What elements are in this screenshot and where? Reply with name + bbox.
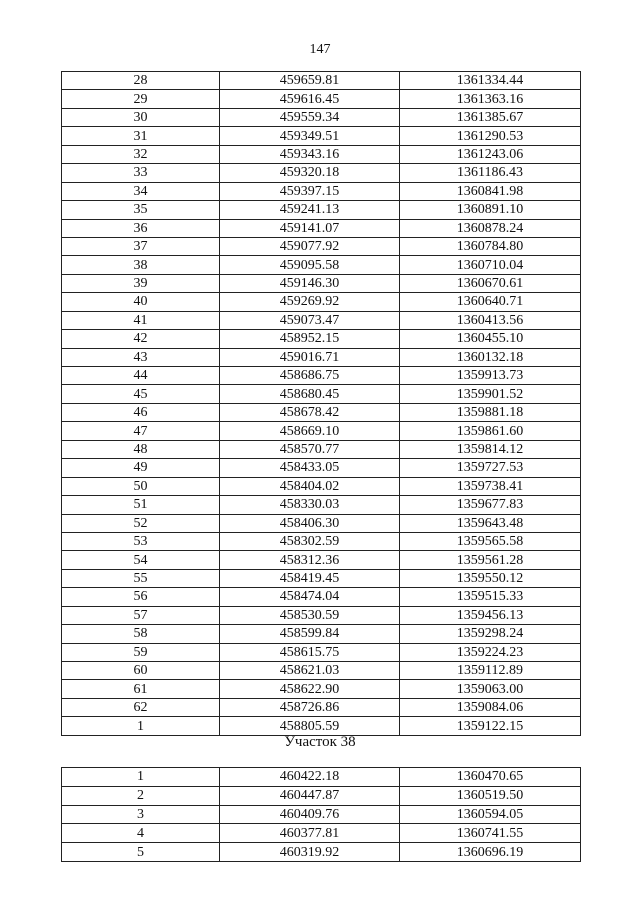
coordinates-table bbox=[61, 71, 581, 736]
point-number-cell: 59 bbox=[62, 643, 220, 661]
x-coordinate-cell: 460409.76 bbox=[220, 805, 400, 824]
point-number-cell: 29 bbox=[62, 90, 220, 108]
y-coordinate-cell: 1360455.10 bbox=[400, 330, 581, 348]
table-row bbox=[62, 551, 581, 569]
y-coordinate-cell: 1359727.53 bbox=[400, 459, 581, 477]
x-coordinate-cell: 458680.45 bbox=[220, 385, 400, 403]
y-coordinate-cell: 1359084.06 bbox=[400, 698, 581, 716]
x-coordinate-cell: 458621.03 bbox=[220, 662, 400, 680]
point-number-cell: 5 bbox=[62, 843, 220, 862]
y-coordinate-cell: 1360891.10 bbox=[400, 201, 581, 219]
table-row bbox=[62, 367, 581, 385]
x-coordinate-cell: 458419.45 bbox=[220, 569, 400, 587]
y-coordinate-cell: 1360519.50 bbox=[400, 786, 581, 805]
table-row bbox=[62, 90, 581, 108]
y-coordinate-cell: 1360132.18 bbox=[400, 348, 581, 366]
point-number-cell: 58 bbox=[62, 625, 220, 643]
point-number-cell: 41 bbox=[62, 311, 220, 329]
y-coordinate-cell: 1360413.56 bbox=[400, 311, 581, 329]
table-row bbox=[62, 625, 581, 643]
y-coordinate-cell: 1359565.58 bbox=[400, 532, 581, 550]
x-coordinate-cell: 460422.18 bbox=[220, 768, 400, 787]
table-row bbox=[62, 108, 581, 126]
point-number-cell: 2 bbox=[62, 786, 220, 805]
y-coordinate-cell: 1360741.55 bbox=[400, 824, 581, 843]
y-coordinate-cell: 1360640.71 bbox=[400, 293, 581, 311]
x-coordinate-cell: 459320.18 bbox=[220, 164, 400, 182]
table-row bbox=[62, 348, 581, 366]
table-row bbox=[62, 843, 581, 862]
x-coordinate-cell: 458599.84 bbox=[220, 625, 400, 643]
point-number-cell: 54 bbox=[62, 551, 220, 569]
x-coordinate-cell: 459146.30 bbox=[220, 274, 400, 292]
point-number-cell: 1 bbox=[62, 717, 220, 735]
table-row bbox=[62, 422, 581, 440]
table-row bbox=[62, 403, 581, 421]
point-number-cell: 49 bbox=[62, 459, 220, 477]
table-row bbox=[62, 72, 581, 90]
point-number-cell: 28 bbox=[62, 72, 220, 90]
y-coordinate-cell: 1360710.04 bbox=[400, 256, 581, 274]
y-coordinate-cell: 1360594.05 bbox=[400, 805, 581, 824]
x-coordinate-cell: 460319.92 bbox=[220, 843, 400, 862]
page-number: 147 bbox=[309, 42, 331, 57]
point-number-cell: 53 bbox=[62, 532, 220, 550]
coordinates-table-section-38 bbox=[61, 767, 581, 862]
table-row bbox=[62, 385, 581, 403]
table-row bbox=[62, 274, 581, 292]
x-coordinate-cell: 459077.92 bbox=[220, 237, 400, 255]
table-row bbox=[62, 786, 581, 805]
table-row bbox=[62, 698, 581, 716]
table-row bbox=[62, 182, 581, 200]
y-coordinate-cell: 1359677.83 bbox=[400, 496, 581, 514]
point-number-cell: 43 bbox=[62, 348, 220, 366]
x-coordinate-cell: 458433.05 bbox=[220, 459, 400, 477]
y-coordinate-cell: 1360784.80 bbox=[400, 237, 581, 255]
table-row bbox=[62, 717, 581, 735]
point-number-cell: 40 bbox=[62, 293, 220, 311]
table-row bbox=[62, 514, 581, 532]
point-number-cell: 35 bbox=[62, 201, 220, 219]
y-coordinate-cell: 1361290.53 bbox=[400, 127, 581, 145]
y-coordinate-cell: 1360841.98 bbox=[400, 182, 581, 200]
point-number-cell: 46 bbox=[62, 403, 220, 421]
point-number-cell: 45 bbox=[62, 385, 220, 403]
point-number-cell: 39 bbox=[62, 274, 220, 292]
x-coordinate-cell: 458302.59 bbox=[220, 532, 400, 550]
section-title: Участок 38 bbox=[284, 734, 356, 750]
x-coordinate-cell: 459659.81 bbox=[220, 72, 400, 90]
y-coordinate-cell: 1359515.33 bbox=[400, 588, 581, 606]
point-number-cell: 1 bbox=[62, 768, 220, 787]
table-row bbox=[62, 237, 581, 255]
point-number-cell: 36 bbox=[62, 219, 220, 237]
y-coordinate-cell: 1359738.41 bbox=[400, 477, 581, 495]
table-row bbox=[62, 532, 581, 550]
y-coordinate-cell: 1360696.19 bbox=[400, 843, 581, 862]
point-number-cell: 61 bbox=[62, 680, 220, 698]
x-coordinate-cell: 458686.75 bbox=[220, 367, 400, 385]
point-number-cell: 44 bbox=[62, 367, 220, 385]
table-row bbox=[62, 201, 581, 219]
y-coordinate-cell: 1360470.65 bbox=[400, 768, 581, 787]
table-row bbox=[62, 293, 581, 311]
x-coordinate-cell: 459397.15 bbox=[220, 182, 400, 200]
x-coordinate-cell: 458406.30 bbox=[220, 514, 400, 532]
table-row bbox=[62, 164, 581, 182]
x-coordinate-cell: 459559.34 bbox=[220, 108, 400, 126]
table-row bbox=[62, 496, 581, 514]
x-coordinate-cell: 460447.87 bbox=[220, 786, 400, 805]
table-row bbox=[62, 768, 581, 787]
point-number-cell: 34 bbox=[62, 182, 220, 200]
x-coordinate-cell: 459349.51 bbox=[220, 127, 400, 145]
x-coordinate-cell: 459016.71 bbox=[220, 348, 400, 366]
y-coordinate-cell: 1359861.60 bbox=[400, 422, 581, 440]
x-coordinate-cell: 459141.07 bbox=[220, 219, 400, 237]
point-number-cell: 37 bbox=[62, 237, 220, 255]
point-number-cell: 62 bbox=[62, 698, 220, 716]
x-coordinate-cell: 459616.45 bbox=[220, 90, 400, 108]
point-number-cell: 56 bbox=[62, 588, 220, 606]
point-number-cell: 51 bbox=[62, 496, 220, 514]
table-row bbox=[62, 477, 581, 495]
table-row bbox=[62, 145, 581, 163]
y-coordinate-cell: 1359643.48 bbox=[400, 514, 581, 532]
x-coordinate-cell: 458952.15 bbox=[220, 330, 400, 348]
point-number-cell: 3 bbox=[62, 805, 220, 824]
x-coordinate-cell: 459073.47 bbox=[220, 311, 400, 329]
table-row bbox=[62, 680, 581, 698]
x-coordinate-cell: 458678.42 bbox=[220, 403, 400, 421]
y-coordinate-cell: 1360878.24 bbox=[400, 219, 581, 237]
x-coordinate-cell: 459095.58 bbox=[220, 256, 400, 274]
point-number-cell: 47 bbox=[62, 422, 220, 440]
y-coordinate-cell: 1361363.16 bbox=[400, 90, 581, 108]
table-row bbox=[62, 330, 581, 348]
y-coordinate-cell: 1359561.28 bbox=[400, 551, 581, 569]
x-coordinate-cell: 458805.59 bbox=[220, 717, 400, 735]
table-row bbox=[62, 805, 581, 824]
y-coordinate-cell: 1359550.12 bbox=[400, 569, 581, 587]
table-row bbox=[62, 440, 581, 458]
x-coordinate-cell: 459241.13 bbox=[220, 201, 400, 219]
point-number-cell: 31 bbox=[62, 127, 220, 145]
y-coordinate-cell: 1359814.12 bbox=[400, 440, 581, 458]
x-coordinate-cell: 458404.02 bbox=[220, 477, 400, 495]
point-number-cell: 32 bbox=[62, 145, 220, 163]
x-coordinate-cell: 458474.04 bbox=[220, 588, 400, 606]
point-number-cell: 55 bbox=[62, 569, 220, 587]
x-coordinate-cell: 458726.86 bbox=[220, 698, 400, 716]
y-coordinate-cell: 1361243.06 bbox=[400, 145, 581, 163]
point-number-cell: 38 bbox=[62, 256, 220, 274]
x-coordinate-cell: 458669.10 bbox=[220, 422, 400, 440]
x-coordinate-cell: 458530.59 bbox=[220, 606, 400, 624]
y-coordinate-cell: 1359224.23 bbox=[400, 643, 581, 661]
x-coordinate-cell: 459343.16 bbox=[220, 145, 400, 163]
y-coordinate-cell: 1361186.43 bbox=[400, 164, 581, 182]
point-number-cell: 50 bbox=[62, 477, 220, 495]
x-coordinate-cell: 458570.77 bbox=[220, 440, 400, 458]
point-number-cell: 57 bbox=[62, 606, 220, 624]
x-coordinate-cell: 460377.81 bbox=[220, 824, 400, 843]
y-coordinate-cell: 1359063.00 bbox=[400, 680, 581, 698]
table-row bbox=[62, 127, 581, 145]
table-row bbox=[62, 569, 581, 587]
x-coordinate-cell: 458615.75 bbox=[220, 643, 400, 661]
y-coordinate-cell: 1359112.89 bbox=[400, 662, 581, 680]
point-number-cell: 60 bbox=[62, 662, 220, 680]
y-coordinate-cell: 1359298.24 bbox=[400, 625, 581, 643]
x-coordinate-cell: 458622.90 bbox=[220, 680, 400, 698]
table-row bbox=[62, 606, 581, 624]
table-row bbox=[62, 643, 581, 661]
point-number-cell: 33 bbox=[62, 164, 220, 182]
y-coordinate-cell: 1359456.13 bbox=[400, 606, 581, 624]
table-row bbox=[62, 588, 581, 606]
y-coordinate-cell: 1361385.67 bbox=[400, 108, 581, 126]
y-coordinate-cell: 1359881.18 bbox=[400, 403, 581, 421]
y-coordinate-cell: 1360670.61 bbox=[400, 274, 581, 292]
table-row bbox=[62, 219, 581, 237]
y-coordinate-cell: 1359913.73 bbox=[400, 367, 581, 385]
y-coordinate-cell: 1361334.44 bbox=[400, 72, 581, 90]
table-row bbox=[62, 311, 581, 329]
table-row bbox=[62, 662, 581, 680]
table-row bbox=[62, 824, 581, 843]
x-coordinate-cell: 458312.36 bbox=[220, 551, 400, 569]
point-number-cell: 52 bbox=[62, 514, 220, 532]
table-row bbox=[62, 459, 581, 477]
x-coordinate-cell: 459269.92 bbox=[220, 293, 400, 311]
point-number-cell: 42 bbox=[62, 330, 220, 348]
point-number-cell: 30 bbox=[62, 108, 220, 126]
point-number-cell: 48 bbox=[62, 440, 220, 458]
point-number-cell: 4 bbox=[62, 824, 220, 843]
y-coordinate-cell: 1359901.52 bbox=[400, 385, 581, 403]
y-coordinate-cell: 1359122.15 bbox=[400, 717, 581, 735]
x-coordinate-cell: 458330.03 bbox=[220, 496, 400, 514]
table-row bbox=[62, 256, 581, 274]
